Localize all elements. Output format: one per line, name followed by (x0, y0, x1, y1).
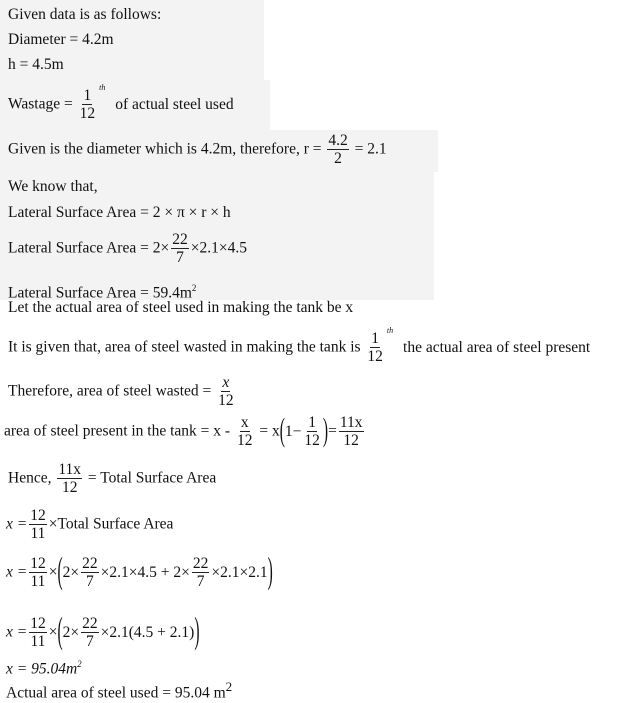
line-lsa-substitute: Lateral Surface Area = 2× $\frac{22}{7}$ ×2.1×4.5 (8, 231, 247, 266)
line-x-result: $x = 95.04m^2$ (6, 659, 82, 678)
line-x-total: x = $\frac{12}{11}$ ×Total Surface Area (6, 507, 174, 542)
line-height: h = 4.5m (8, 56, 64, 73)
line-steel-wasted: Therefore, area of steel wasted = $\frac{x}{12}$ (8, 374, 234, 409)
line-given-wasted: It is given that, area of steel wasted in making the tank is $\frac{1}{12}$ $^{th}$ the actual area of steel present (8, 325, 591, 365)
line-lsa-result: Lateral Surface Area = $59.4m^2$ (8, 283, 197, 302)
line-diameter: Diameter = 4.2m (8, 31, 114, 48)
line-hence: Hence, $\frac{11x}{12}$ = Total Surface Area (8, 461, 217, 496)
line-let-x: Let the actual area of steel used in making the tank be x (8, 299, 354, 316)
line-radius: Given is the diameter which is 4.2m, therefore, r = $\frac{4.2}{2}$ = 2.1 (8, 132, 387, 167)
fraction-1-12: $\frac{1}{12}$ (367, 330, 383, 365)
line-given-data: Given data is as follows: (8, 6, 162, 23)
line-lsa-formula: Lateral Surface Area = 2 × π × r × h (8, 204, 231, 221)
fraction-22-7: $\frac{22}{7}$ (172, 231, 188, 266)
line-x-factor: x = $\frac{12}{11}$ × ( 2× $\frac{22}{7}$ ×2.1(4.5 + 2.1) ) (6, 610, 200, 652)
wastage-text: of actual steel used (115, 95, 234, 113)
wastage-label: Wastage = (8, 95, 73, 113)
line-steel-present: area of steel present in the tank = x - $\frac{x}{12}$ = x ( 1− $\frac{1}{12}$ ) = $\frac{11x}{12}$ (4, 412, 363, 449)
radius-fraction: $\frac{4.2}{2}$ (328, 132, 348, 167)
wastage-fraction: $\frac{1}{12}$ (79, 87, 96, 122)
fraction-x-12: $\frac{x}{12}$ (218, 374, 234, 409)
line-x-expand: x = $\frac{12}{11}$ × ( 2× $\frac{22}{7}$ ×2.1×4.5 + 2× $\frac{22}{7}$ ×2.1×2.1 ) (6, 550, 273, 592)
line-final-answer: Actual area of steel used = 95.04 $m^2$ (6, 679, 233, 702)
line-we-know: We know that, (8, 178, 98, 195)
line-wastage: Wastage = $\frac{1}{12}$ $^{th}$ of actual steel used (8, 82, 234, 122)
